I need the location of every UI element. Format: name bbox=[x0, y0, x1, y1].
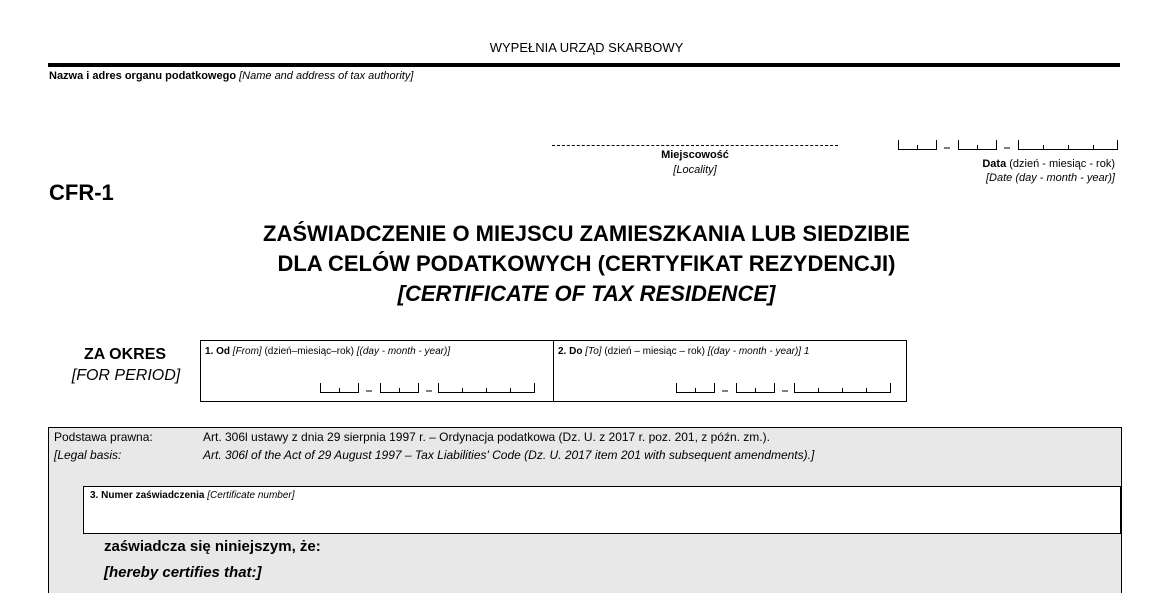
period-label-en: [FOR PERIOD] bbox=[71, 367, 181, 384]
period-label: ZA OKRES bbox=[83, 346, 167, 363]
certifies-text: zaświadcza się niniejszym, że: bbox=[104, 538, 321, 555]
period-from-format-en: [(day - month - year)] bbox=[356, 346, 451, 357]
form-title-en: [CERTIFICATE OF TAX RESIDENCE] bbox=[397, 281, 776, 306]
period-to-footnote: 1 bbox=[803, 346, 810, 357]
date-label bbox=[880, 158, 1115, 170]
legal-basis-label: Podstawa prawna: bbox=[54, 430, 153, 444]
tax-authority-label-pl: Nazwa i adres organu podatkowego bbox=[49, 70, 237, 82]
period-to-format: (dzień – miesiąc – rok) bbox=[601, 346, 708, 357]
legal-basis-text-en: Art. 306l of the Act of 29 August 1997 – Tax Liabilities' Code (Dz. U. 2017 item 201 with subsequent amendments).] bbox=[203, 448, 815, 462]
period-to-date-field[interactable] bbox=[676, 382, 891, 394]
date-label-format: (dzień - miesiąc - rok) bbox=[1006, 158, 1115, 170]
period-to-format-en: [(day - month - year)] bbox=[707, 346, 802, 357]
period-to-num: 2. Do bbox=[558, 346, 583, 357]
filled-by-office-label: WYPEŁNIA URZĄD SKARBOWY bbox=[489, 40, 684, 55]
period-from-label bbox=[205, 346, 450, 357]
header-rule bbox=[48, 63, 1120, 67]
issue-date-field[interactable] bbox=[898, 139, 1118, 151]
date-label-en: [Date (day - month - year)] bbox=[986, 172, 1115, 184]
legal-basis-text: Art. 306l ustawy z dnia 29 sierpnia 1997 r. – Ordynacja podatkowa (Dz. U. z 2017 r. poz. 201, z późn. zm.). bbox=[203, 430, 770, 444]
period-to-label bbox=[558, 346, 809, 357]
locality-label: Miejscowość bbox=[661, 149, 729, 161]
certificate-number-label-en: [Certificate number] bbox=[207, 490, 295, 501]
locality-input-line[interactable] bbox=[552, 145, 838, 146]
tax-authority-label bbox=[49, 70, 413, 82]
period-from-date-field[interactable] bbox=[320, 382, 535, 394]
certifies-text-en: [hereby certifies that:] bbox=[104, 564, 262, 581]
date-label-bold: Data bbox=[982, 158, 1007, 170]
period-from-num: 1. Od bbox=[205, 346, 231, 357]
certificate-number-label-pl: 3. Numer zaświadczenia bbox=[90, 490, 205, 501]
period-from-format: (dzień–miesiąc–rok) bbox=[261, 346, 357, 357]
locality-label-en: [Locality] bbox=[673, 164, 717, 176]
form-title-line-2: DLA CELÓW PODATKOWYCH (CERTYFIKAT REZYDENCJI) bbox=[277, 251, 896, 276]
period-divider bbox=[553, 340, 554, 402]
form-code: CFR-1 bbox=[49, 180, 114, 205]
legal-basis-label-en: [Legal basis: bbox=[54, 448, 122, 462]
period-from-en: [From] bbox=[232, 346, 262, 357]
certificate-number-label bbox=[90, 490, 295, 501]
form-title-line-1: ZAŚWIADCZENIE O MIEJSCU ZAMIESZKANIA LUB SIEDZIBIE bbox=[263, 221, 910, 246]
period-to-en: [To] bbox=[585, 346, 602, 357]
tax-authority-label-en: [Name and address of tax authority] bbox=[239, 70, 414, 82]
